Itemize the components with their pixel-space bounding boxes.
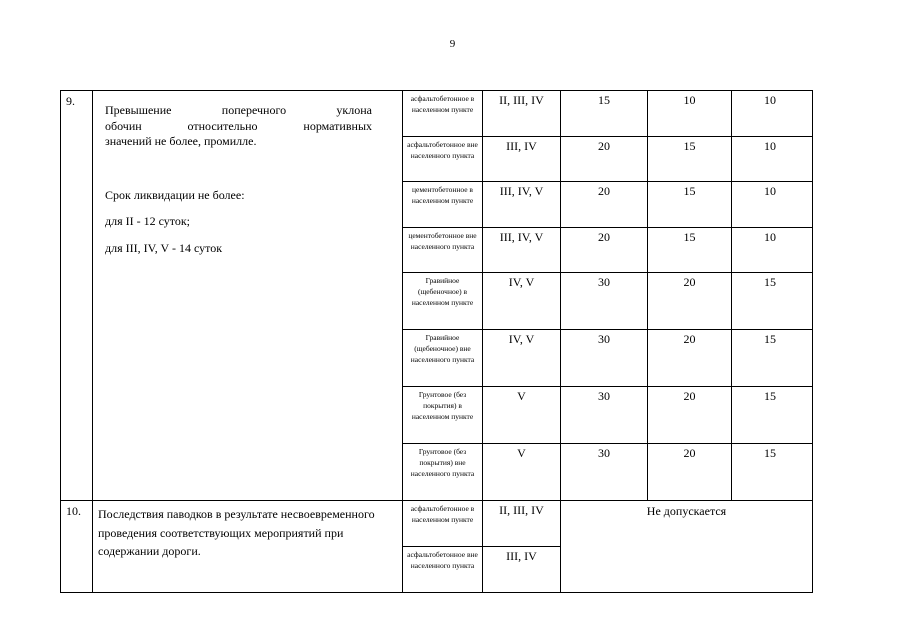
value-cell-3: 15	[732, 273, 813, 330]
row-9-desc-line-2: обочин относительно нормативных	[105, 118, 372, 133]
value-cell-1: 30	[561, 444, 648, 501]
not-allowed-cell: Не допускается	[561, 501, 813, 593]
value-cell-2: 10	[648, 91, 732, 137]
row-9-number: 9.	[61, 91, 93, 501]
road-category-cell: IV, V	[483, 330, 561, 387]
road-category-cell: III, IV	[483, 547, 561, 593]
road-category-cell: V	[483, 444, 561, 501]
value-cell-2: 15	[648, 182, 732, 228]
value-cell-1: 15	[561, 91, 648, 137]
value-cell-2: 15	[648, 137, 732, 182]
value-cell-1: 30	[561, 387, 648, 444]
value-cell-3: 15	[732, 444, 813, 501]
row-10-description	[93, 501, 403, 593]
coating-type-cell: цементобетонное в населенном пункте	[403, 182, 483, 228]
row-9-description	[93, 91, 403, 501]
road-category-cell: II, III, IV	[483, 91, 561, 137]
row-9-period-title: Срок ликвидации не более:	[105, 187, 245, 202]
coating-type-cell: асфальтобетонное в населенном пункте	[403, 501, 483, 547]
coating-type-cell: асфальтобетонное вне населенного пункта	[403, 137, 483, 182]
row-9-period-item-1: для II - 12 суток;	[105, 214, 191, 229]
page-number: 9	[449, 38, 456, 50]
coating-type-cell: цементобетонное вне населенного пункта	[403, 228, 483, 273]
road-category-cell: IV, V	[483, 273, 561, 330]
table-row-9-sub1	[61, 91, 813, 137]
row-10-description-text: Последствия паводков в результате несвоевременного проведения соответствующих мероприятий при содержании дороги.	[98, 507, 375, 559]
row-9-desc-line-1: Превышение поперечного уклона	[105, 103, 372, 117]
value-cell-2: 15	[648, 228, 732, 273]
value-cell-2: 20	[648, 444, 732, 501]
value-cell-1: 20	[561, 182, 648, 228]
road-category-cell: V	[483, 387, 561, 444]
value-cell-1: 30	[561, 273, 648, 330]
row-9-period-item-2: для III, IV, V - 14 суток	[105, 240, 223, 255]
value-cell-3: 10	[732, 228, 813, 273]
value-cell-3: 15	[732, 387, 813, 444]
value-cell-2: 20	[648, 387, 732, 444]
coating-type-cell: Грунтовое (без покрытия) вне населенного пункта	[403, 444, 483, 501]
road-category-cell: II, III, IV	[483, 501, 561, 547]
coating-type-cell: Грунтовое (без покрытия) в населенном пункте	[403, 387, 483, 444]
value-cell-1: 30	[561, 330, 648, 387]
value-cell-2: 20	[648, 273, 732, 330]
value-cell-3: 10	[732, 137, 813, 182]
value-cell-3: 10	[732, 91, 813, 137]
value-cell-2: 20	[648, 330, 732, 387]
value-cell-1: 20	[561, 137, 648, 182]
table-row-10-sub1	[61, 501, 813, 547]
coating-type-cell: асфальтобетонное вне населенного пункта	[403, 547, 483, 593]
value-cell-3: 15	[732, 330, 813, 387]
value-cell-3: 10	[732, 182, 813, 228]
road-category-cell: III, IV	[483, 137, 561, 182]
requirements-table	[60, 90, 813, 593]
row-9-desc-line-3: значений не более, промилле.	[105, 134, 257, 149]
road-category-cell: III, IV, V	[483, 182, 561, 228]
coating-type-cell: асфальтобетонное в населенном пункте	[403, 91, 483, 137]
row-10-number: 10.	[61, 501, 93, 593]
value-cell-1: 20	[561, 228, 648, 273]
coating-type-cell: Гравийное (щебеночное) в населенном пункте	[403, 273, 483, 330]
road-category-cell: III, IV, V	[483, 228, 561, 273]
coating-type-cell: Гравийное (щебеночное) вне населенного пункта	[403, 330, 483, 387]
